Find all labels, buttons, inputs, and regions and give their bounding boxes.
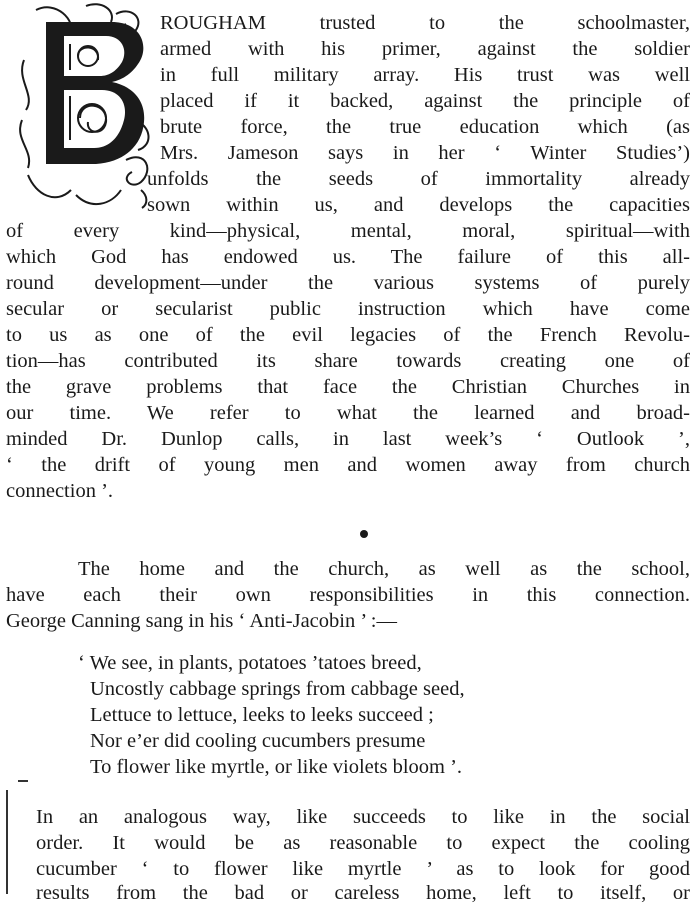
poem-line-2: Uncostly cabbage springs from cabbage seed, bbox=[90, 678, 465, 700]
stray-mark bbox=[18, 780, 28, 782]
paragraph1-line-14: tion—has contributed its share towards creating one of bbox=[6, 350, 690, 372]
paragraph1-line-4: placed if it backed, against the principle of bbox=[160, 90, 690, 112]
paragraph2-line-3: George Canning sang in his ‘ Anti-Jacobin ’ :— bbox=[6, 610, 397, 632]
paragraph1-line-9: of every kind—physical, mental, moral, spiritual—with bbox=[6, 220, 690, 242]
paragraph3-line-2: order. It would be as reasonable to expect the cooling bbox=[36, 832, 690, 854]
paragraph1-line-13: to us as one of the evil legacies of the French Revolu- bbox=[6, 324, 690, 346]
left-margin-rule bbox=[6, 790, 8, 894]
poem-line-4: Nor e’er did cooling cucumbers presume bbox=[90, 730, 426, 752]
section-separator-dot bbox=[360, 530, 368, 538]
paragraph1-line-12: secular or secularist public instruction which have come bbox=[6, 298, 690, 320]
poem-line-3: Lettuce to lettuce, leeks to leeks succeed ; bbox=[90, 704, 434, 726]
paragraph1-line-10: which God has endowed us. The failure of this all- bbox=[6, 246, 690, 268]
poem-line-1: ‘ We see, in plants, potatoes ’tatoes breed, bbox=[78, 652, 422, 674]
paragraph1-line-16: our time. We refer to what the learned and broad- bbox=[6, 402, 690, 424]
paragraph1-line-5: brute force, the true education which (as bbox=[160, 116, 690, 138]
paragraph1-line-8: sown within us, and develops the capacities bbox=[147, 194, 690, 216]
paragraph1-line-15: the grave problems that face the Christian Churches in bbox=[6, 376, 690, 398]
paragraph1-line-6: Mrs. Jameson says in her ‘ Winter Studies’) bbox=[160, 142, 690, 164]
paragraph2-line-2: have each their own responsibilities in this connection. bbox=[6, 584, 690, 606]
paragraph3-line-4: results from the bad or careless home, left to itself, or bbox=[36, 882, 690, 904]
paragraph1-line-18: ‘ the drift of young men and women away from church bbox=[6, 454, 690, 476]
paragraph1-line-1: ROUGHAM trusted to the schoolmaster, bbox=[160, 12, 690, 34]
paragraph1-line-11: round development—under the various systems of purely bbox=[6, 272, 690, 294]
paragraph2-line-1: The home and the church, as well as the school, bbox=[78, 558, 690, 580]
paragraph3-line-1: In an analogous way, like succeeds to like in the social bbox=[36, 806, 690, 828]
ornamental-drop-cap bbox=[16, 0, 158, 212]
paragraph1-line-17: minded Dr. Dunlop calls, in last week’s ‘ Outlook ’, bbox=[6, 428, 690, 450]
paragraph1-line-3: in full military array. His trust was well bbox=[160, 64, 690, 86]
poem-line-5: To flower like myrtle, or like violets bloom ’. bbox=[90, 756, 463, 778]
paragraph1-line-19: connection ’. bbox=[6, 480, 114, 502]
paragraph1-line-7: unfolds the seeds of immortality already bbox=[147, 168, 690, 190]
paragraph1-line-2: armed with his primer, against the soldier bbox=[160, 38, 690, 60]
paragraph3-line-3: cucumber ‘ to flower like myrtle ’ as to look for good bbox=[36, 858, 690, 880]
